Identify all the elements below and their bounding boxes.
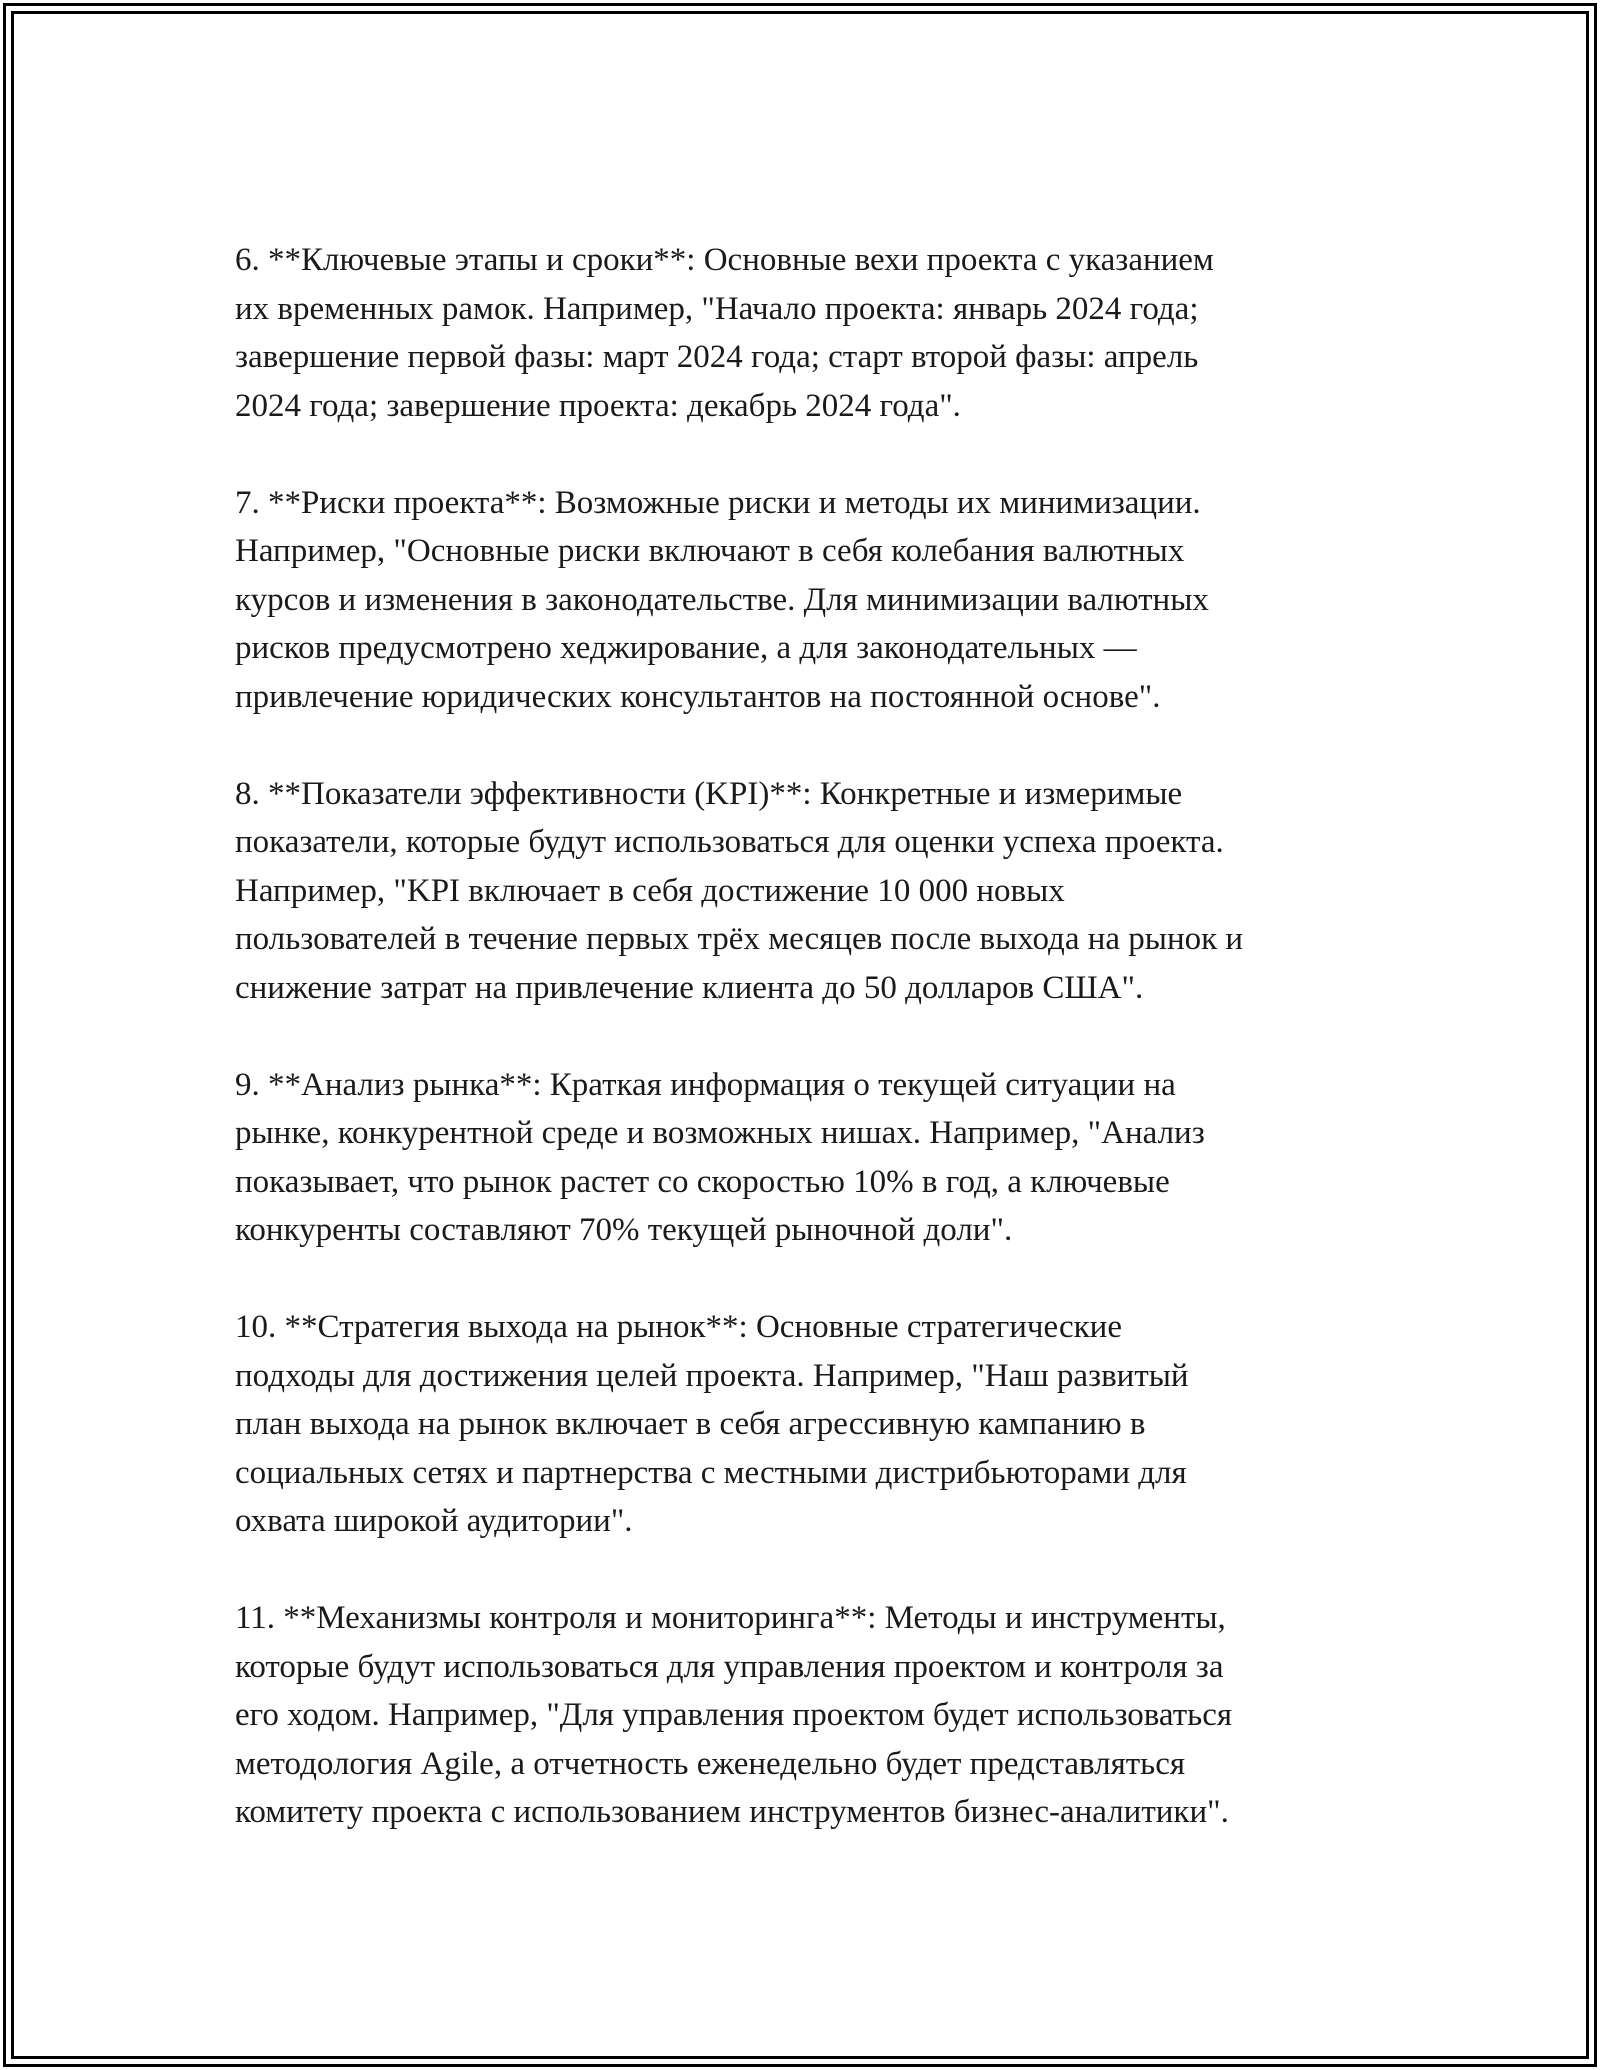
text-line: курсов и изменения в законодательстве. Для минимизации валютных xyxy=(235,581,1209,618)
text-line: их временных рамок. Например, "Начало проекта: январь 2024 года; xyxy=(235,290,1199,327)
text-line: его ходом. Например, "Для управления проектом будет использоваться xyxy=(235,1697,1233,1733)
text-line: подходы для достижения целей проекта. Например, "Наш развитый xyxy=(235,1357,1189,1394)
section-market-analysis xyxy=(235,1061,1365,1255)
text-line: 6. **Ключевые этапы и сроки**: Основные вехи проекта с указанием xyxy=(235,242,1214,278)
text-line: комитету проекта с использованием инструментов бизнес-аналитики". xyxy=(235,1794,1229,1830)
document-body xyxy=(235,236,1365,1885)
text-line: Например, "Основные риски включают в себя колебания валютных xyxy=(235,533,1185,569)
text-line: показывает, что рынок растет со скоростью 10% в год, а ключевые xyxy=(235,1163,1170,1200)
text-line: 11. **Механизмы контроля и мониторинга**: Методы и инструменты, xyxy=(235,1600,1226,1636)
text-line: охвата широкой аудитории". xyxy=(235,1503,633,1539)
text-line: социальных сетях и партнерства с местными дистрибьюторами для xyxy=(235,1454,1187,1491)
section-go-to-market-strategy xyxy=(235,1303,1365,1546)
text-line: 9. **Анализ рынка**: Краткая информация о текущей ситуации на xyxy=(235,1066,1176,1103)
text-line: методология Agile, а отчетность еженедельно будет представляться xyxy=(235,1745,1186,1782)
text-line: завершение первой фазы: март 2024 года; старт второй фазы: апрель xyxy=(235,339,1199,375)
section-key-milestones xyxy=(235,236,1365,430)
section-kpi xyxy=(235,770,1365,1013)
text-line: привлечение юридических консультантов на постоянной основе". xyxy=(235,678,1161,715)
section-project-risks xyxy=(235,479,1365,722)
text-line: которые будут использоваться для управления проектом и контроля за xyxy=(235,1648,1224,1685)
text-line: 7. **Риски проекта**: Возможные риски и методы их минимизации. xyxy=(235,484,1201,521)
section-control-and-monitoring xyxy=(235,1594,1365,1837)
text-line: Например, "KPI включает в себя достижение 10 000 новых xyxy=(235,872,1065,909)
text-line: снижение затрат на привлечение клиента до 50 долларов США". xyxy=(235,969,1144,1006)
text-line: 10. **Стратегия выхода на рынок**: Основные стратегические xyxy=(235,1309,1122,1345)
text-line: 2024 года; завершение проекта: декабрь 2024 года". xyxy=(235,387,961,424)
text-line: рисков предусмотрено хеджирование, а для законодательных — xyxy=(235,630,1137,666)
text-line: рынке, конкурентной среде и возможных нишах. Например, "Анализ xyxy=(235,1115,1205,1151)
text-line: пользователей в течение первых трёх месяцев после выхода на рынок и xyxy=(235,921,1244,957)
text-line: конкуренты составляют 70% текущей рыночной доли". xyxy=(235,1212,1013,1248)
text-line: план выхода на рынок включает в себя агрессивную кампанию в xyxy=(235,1406,1146,1442)
text-line: 8. **Показатели эффективности (KPI)**: Конкретные и измеримые xyxy=(235,775,1183,812)
text-line: показатели, которые будут использоваться для оценки успеха проекта. xyxy=(235,824,1224,860)
